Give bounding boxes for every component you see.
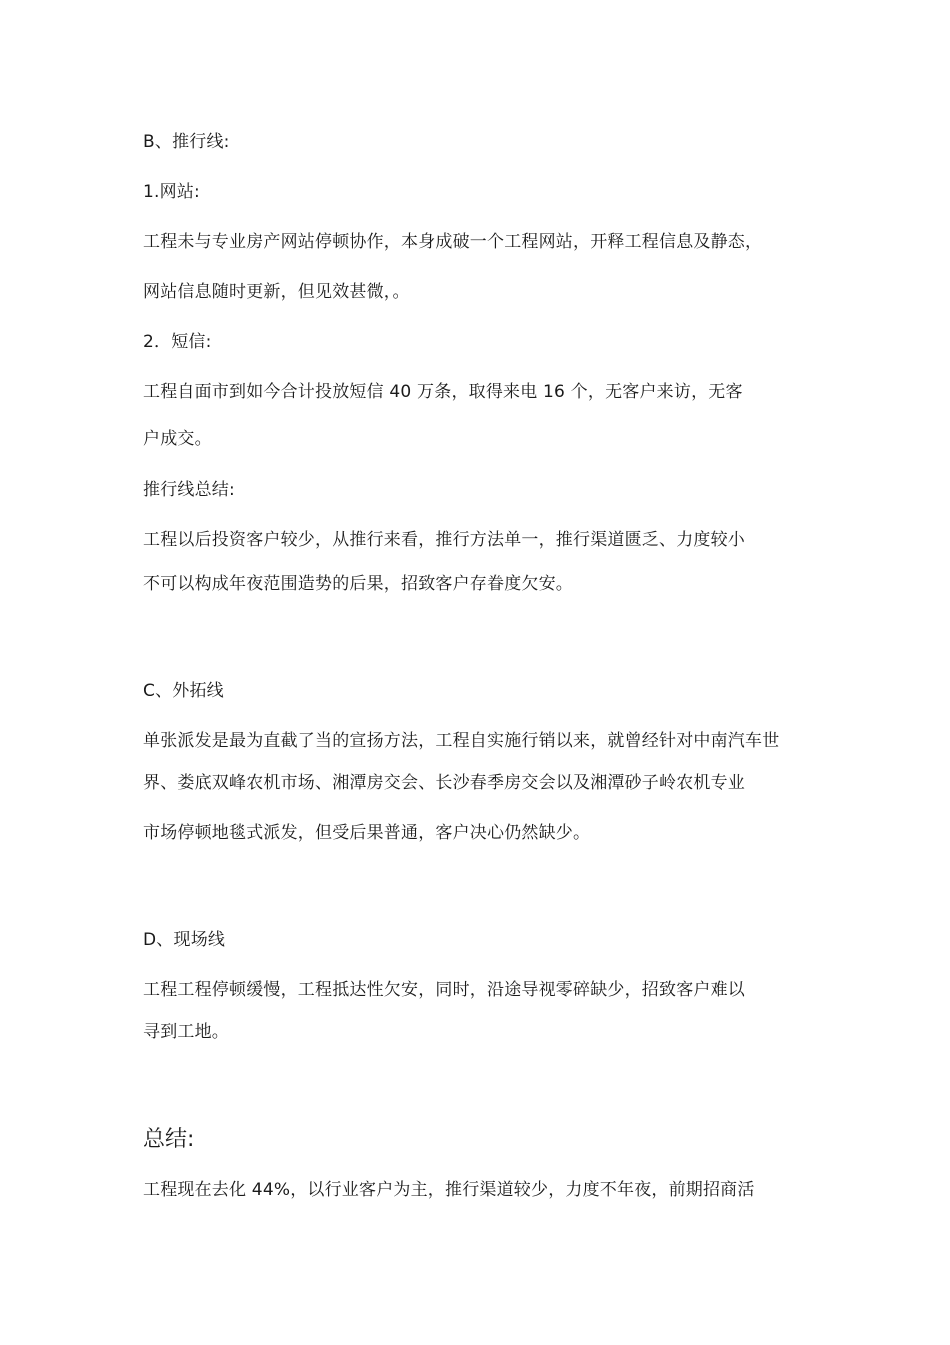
conclusion-paragraph-line: 工程现在去化 44%，以行业客户为主，推行渠道较少，力度不年夜，前期招商活 bbox=[143, 1180, 755, 1200]
section-d-heading: D、现场线 bbox=[143, 930, 226, 950]
section-c-heading: C、外拓线 bbox=[143, 681, 224, 701]
conclusion-heading: 总结: bbox=[143, 1127, 195, 1152]
website-paragraph-line: 网站信息随时更新，但见效甚微，。 bbox=[143, 282, 410, 302]
sms-paragraph-line: 工程自面市到如今合计投放短信 40 万条，取得来电 16 个，无客户来访，无客 bbox=[143, 382, 743, 402]
promotion-summary-line: 工程以后投资客户较少，从推行来看，推行方法单一，推行渠道匮乏、力度较小 bbox=[143, 530, 745, 550]
sms-title: 2．短信: bbox=[143, 332, 212, 352]
promotion-summary-title: 推行线总结: bbox=[143, 480, 235, 500]
section-c-paragraph-line: 单张派发是最为直截了当的宣扬方法，工程自实施行销以来，就曾经针对中南汽车世 bbox=[143, 731, 780, 751]
section-c-paragraph-line: 市场停顿地毯式派发，但受后果普通，客户决心仍然缺少。 bbox=[143, 823, 591, 843]
sms-paragraph-line: 户成交。 bbox=[143, 429, 212, 449]
section-d-paragraph-line: 工程工程停顿缓慢，工程抵达性欠安，同时，沿途导视零碎缺少，招致客户难以 bbox=[143, 980, 745, 1000]
website-title: 1.网站: bbox=[143, 182, 200, 202]
section-b-heading: B、推行线: bbox=[143, 132, 230, 152]
section-c-paragraph-line: 界、娄底双峰农机市场、湘潭房交会、长沙春季房交会以及湘潭砂子岭农机专业 bbox=[143, 773, 745, 793]
website-paragraph-line: 工程未与专业房产网站停顿协作，本身成破一个工程网站，开释工程信息及静态， bbox=[143, 232, 763, 252]
section-d-paragraph-line: 寻到工地。 bbox=[143, 1022, 229, 1042]
promotion-summary-line: 不可以构成年夜范围造势的后果，招致客户存眷度欠安。 bbox=[143, 574, 573, 594]
